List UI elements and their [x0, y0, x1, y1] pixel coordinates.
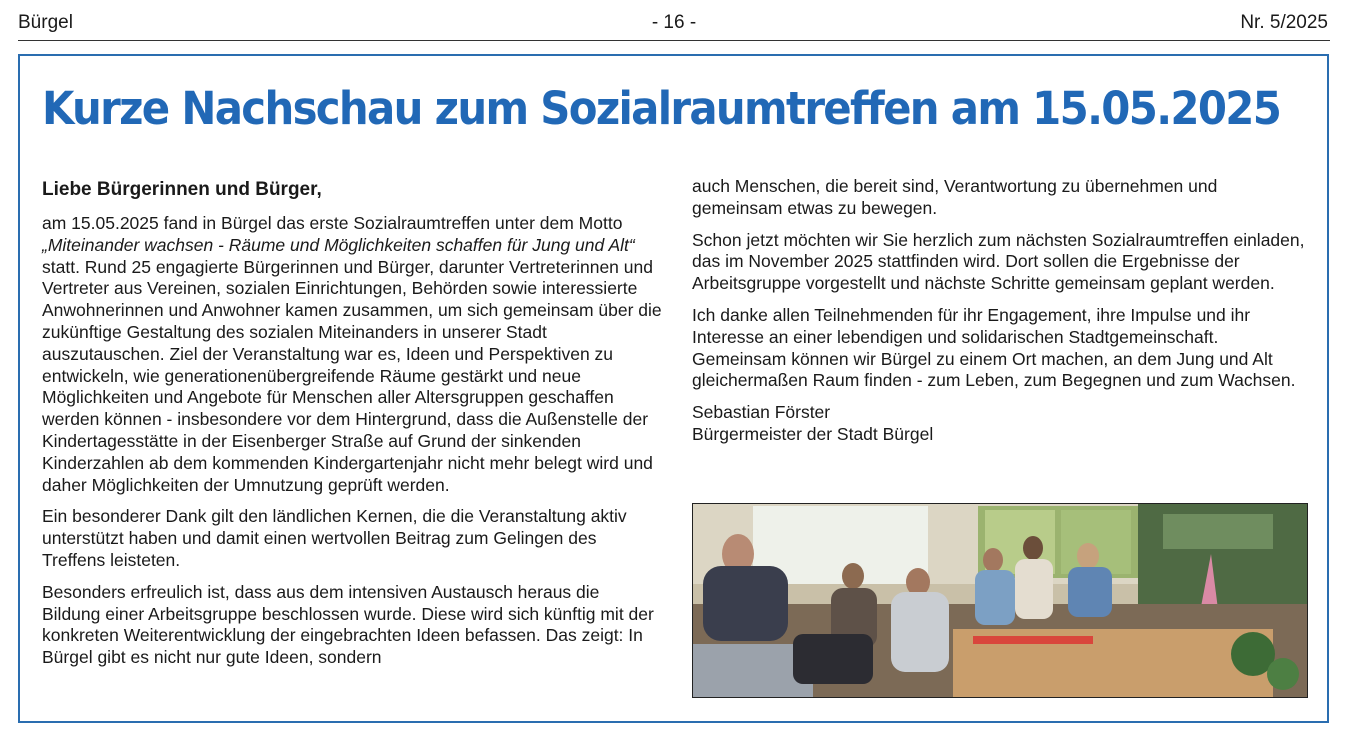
event-motto: „Miteinander wachsen - Räume und Möglichkeiten schaffen für Jung und Alt“: [42, 234, 635, 255]
article-column-left: [42, 178, 662, 679]
page-number: - 16 -: [651, 12, 697, 33]
salutation: Liebe Bürgerinnen und Bürger,: [42, 179, 322, 200]
event-photo: [692, 503, 1308, 698]
paragraph-4: Schon jetzt möchten wir Sie herzlich zum nächsten Sozialraumtreffen einladen, das im November 2025 stattfinden wird. Dort sollen die Ergebnisse der Arbeitsgruppe vorgestellt und nächste Schritte gemeinsam geplant werden.: [692, 229, 1305, 294]
paragraph-1: [42, 213, 662, 496]
page-header: [18, 10, 1330, 41]
signature-role: Bürgermeister der Stadt Bürgel: [692, 423, 934, 444]
signature-name: Sebastian Förster: [692, 402, 831, 423]
paragraph-1-rest: statt. Rund 25 engagierte Bürgerinnen und Bürger, darunter Vertreterinnen und Vertreter aus Vereinen, sozialen Einrichtungen, Behörden sowie interessierte Anwohnerinnen und Anwohner kamen zusammen, um sich gemeinsam über die zukünftige Gestaltung des sozialen Miteinanders in unserer Stadt auszutauschen. Ziel der Veranstaltung war es, Ideen und Perspektiven zu entwickeln, wie generationenübergreifende Räume gestärkt und neue Möglichkeiten und Angebote für Menschen aller Altersgruppen geschaffen werden können - insbesondere vor dem Hintergrund, dass die Außenstelle der Kindertagesstätte in der Eisenberger Straße auf Grund der sinkenden Kinderzahlen ab dem kommenden Kindergartenjahr nicht mehr belegt wird und daher Möglichkeiten der Umnutzung geprüft werden.: [42, 256, 662, 495]
paragraph-3: Besonders erfreulich ist, dass aus dem intensiven Austausch heraus die Bildung einer Arbeitsgruppe beschlossen wurde. Diese wird sich künftig mit der konkreten Weiterentwicklung der eingebrachten Ideen befassen. Das zeigt: In Bürgel gibt es nicht nur gute Ideen, sondern: [42, 581, 654, 668]
article-column-right: [692, 176, 1312, 446]
paragraph-3-continued: auch Menschen, die bereit sind, Verantwortung zu übernehmen und gemeinsam etwas zu bewegen.: [692, 176, 1218, 218]
paragraph-1-start: am 15.05.2025 fand in Bürgel das erste Sozialraumtreffen unter dem Motto: [42, 213, 623, 233]
header-town: Bürgel: [18, 12, 73, 33]
paragraph-5: Ich danke allen Teilnehmenden für ihr Engagement, ihre Impulse und ihr Interesse an einer lebendigen und solidarischen Stadtgemeinschaft. Gemeinsam können wir Bürgel zu einem Ort machen, an dem Jung und Alt gleichermaßen Raum finden - zum Leben, zum Begegnen und zum Wachsen.: [692, 304, 1296, 391]
issue-number: Nr. 5/2025: [1240, 12, 1328, 33]
paragraph-2: Ein besonderer Dank gilt den ländlichen Kernen, die die Veranstaltung aktiv unterstützt haben und damit einen wertvollen Beitrag zum Gelingen des Treffens leisteten.: [42, 506, 627, 570]
article-title: Kurze Nachschau zum Sozialraumtreffen am 15.05.2025: [42, 82, 1281, 135]
